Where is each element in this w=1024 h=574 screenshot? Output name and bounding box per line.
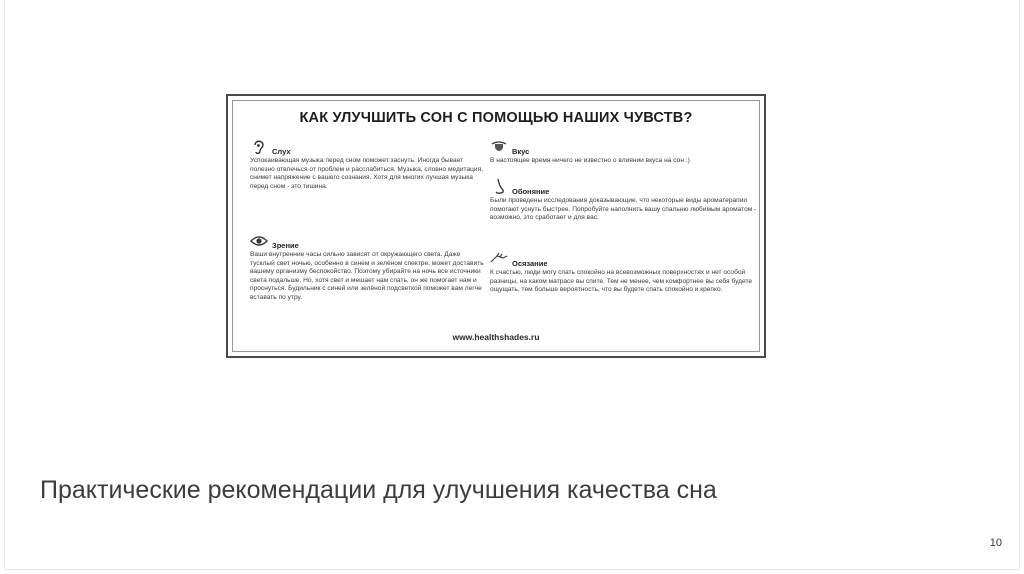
sense-touch [490,250,758,295]
sense-sight-text: Ваши внутренние часы сильно зависят от окружающего света. Даже тусклый свет ночью, особенно в синем и зелёном спектре, может доставить вашему организму беспокойство. Поэтому убирайте на ночь все источники света подальше. Но, хотя свет и мешает нам спать, он же помогает нам и проснуться. Будильник с синей или зелёной подсветкой поможет вам легче вставать по утру. [250,251,484,301]
tongue-icon [490,138,508,156]
sense-hearing-title: Слух [272,147,291,156]
sense-sight-header [250,232,486,250]
sense-smell-title: Обоняние [512,187,550,196]
ear-icon [250,138,268,156]
sense-hearing-header [250,138,486,156]
sense-hearing-text: Успокаивающая музыка перед сном поможет заснуть. Иногда бывает полезно отвлечься от проблем и расслабиться. Музыка, словно медитация, снимет напряжение с вашего сознания. Хотя для многих лучшая музыка перед сном - это тишина. [250,157,484,190]
hand-icon [490,250,508,268]
sense-touch-header [490,250,758,268]
sense-taste-header [490,138,758,156]
sense-touch-text: К счастью, люди могу спать спокойно на всевозможных поверхностях и нет особой разницы, на каком матрасе вы спите. Тем не менее, чем комфортнее вы себя будете ощущать, тем больше вероятность, что вы будете спать спокойно и крепко. [490,269,753,294]
sense-taste-text: В настоящее время ничего не известно о влиянии вкуса на сон :) [490,157,690,164]
sense-sight [250,232,486,303]
infographic-image [226,94,766,358]
slide-caption: Практические рекомендации для улучшения качества сна [40,476,717,504]
sense-smell-header [490,178,758,196]
sense-smell-text: Были проведены исследования доказывающие, что некоторые виды ароматерапии помогают уснуть быстрее. Попробуйте наполнить вашу спальню любимым ароматом - возможно, это сработает и для вас. [490,197,757,222]
sense-hearing [250,138,486,191]
website-url: www.healthshades.ru [452,332,540,342]
infographic-title: КАК УЛУЧШИТЬ СОН С ПОМОЩЬЮ НАШИХ ЧУВСТВ? [299,110,693,126]
sense-taste [490,138,758,166]
sense-taste-title: Вкус [512,147,530,156]
sense-sight-title: Зрение [272,241,299,250]
eye-icon [250,232,268,250]
nose-icon [490,178,508,196]
page-number: 10 [989,537,1002,549]
sense-smell [490,178,758,223]
sense-touch-title: Осязание [512,259,548,268]
